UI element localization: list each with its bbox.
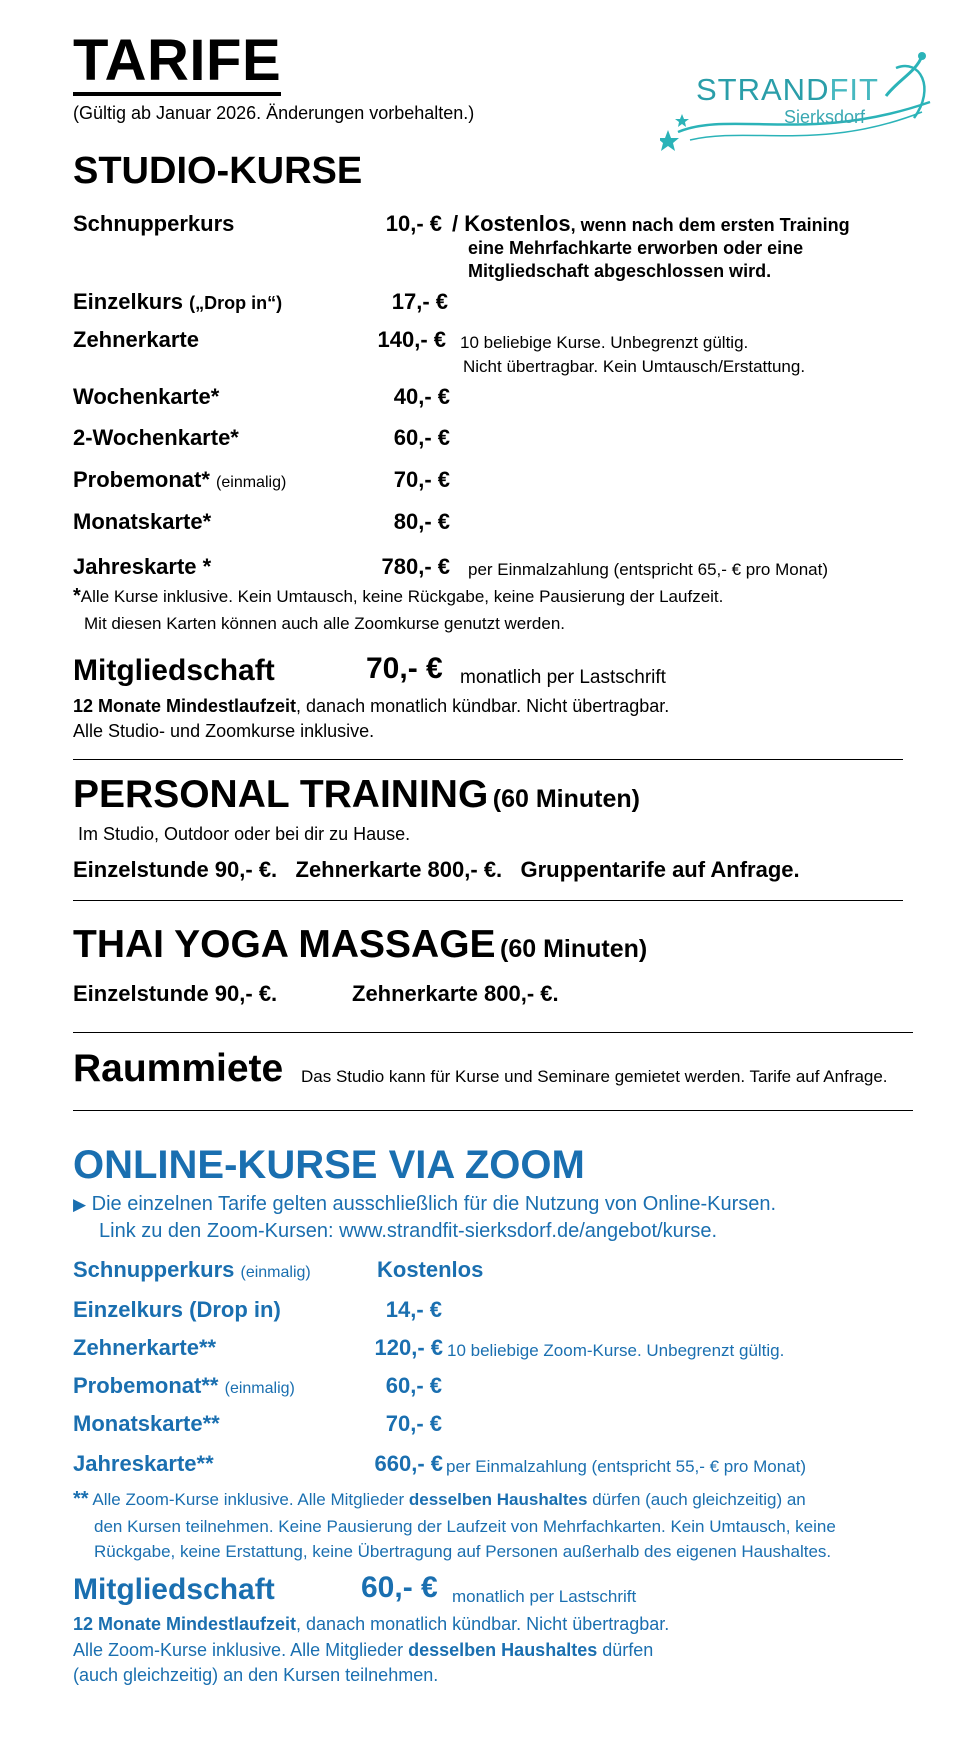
online-footnote-1 (73, 1488, 806, 1511)
studio-footnote-star: * (73, 585, 81, 607)
studio-schnupper-alt-text: / Kostenlos (452, 211, 571, 236)
online-footnote-1c: dürfen (auch gleichzeitig) an (587, 1490, 806, 1509)
studio-zehner-note-1: 10 beliebige Kurse. Unbegrenzt gültig. (460, 333, 749, 352)
studio-member-line-1 (73, 696, 669, 717)
studio-jahr-note: per Einmalzahlung (entspricht 65,- € pro Monat) (468, 560, 829, 579)
personal-where: Im Studio, Outdoor oder bei dir zu Hause. (78, 824, 411, 844)
personal-prices: Einzelstunde 90,- €. Zehnerkarte 800,- €. Gruppentarife auf Anfrage. (73, 857, 800, 882)
logo-brand-b: FIT (829, 72, 879, 107)
studio-monat-label: Monatskarte* (73, 509, 212, 534)
studio-zehner-note-2: Nicht übertragbar. Kein Umtausch/Erstattung. (463, 357, 806, 376)
online-member-line-1-rest: , danach monatlich kündbar. Nicht übertragbar. (296, 1614, 670, 1634)
online-member-label: Mitgliedschaft (73, 1573, 275, 1606)
strandfit-logo (660, 48, 942, 156)
online-footnote-1a: Alle Zoom-Kurse inklusive. Alle Mitglieder (92, 1490, 409, 1509)
studio-schnupper-alt (452, 211, 850, 237)
studio-woche-price: 40,- € (393, 384, 450, 409)
studio-probe-suffix: (einmalig) (216, 474, 287, 491)
studio-footnote-1 (73, 585, 723, 608)
online-schnupper-suffix: (einmalig) (240, 1264, 311, 1281)
personal-heading: PERSONAL TRAINING (73, 773, 489, 816)
raum-text: Das Studio kann für Kurse und Seminare gemietet werden. Tarife auf Anfrage. (301, 1067, 888, 1086)
studio-jahr-label: Jahreskarte * (73, 554, 212, 579)
studio-schnupper-cond-1: , wenn nach dem ersten Training (570, 215, 850, 235)
online-zehner-price: 120,- € (374, 1335, 443, 1360)
personal-duration: (60 Minuten) (492, 785, 640, 813)
studio-zweiwoche-price: 60,- € (393, 425, 450, 450)
thai-einzel: Einzelstunde 90,- €. (73, 981, 278, 1006)
studio-jahr-price: 780,- € (381, 554, 450, 579)
studio-member-note: monatlich per Lastschrift (460, 667, 666, 688)
studio-einzel-text: Einzelkurs (73, 289, 184, 314)
online-footnote-2: den Kursen teilnehmen. Keine Pausierung der Laufzeit von Mehrfachkarten. Kein Umtausch, keine (94, 1517, 836, 1536)
section-heading-thai (73, 923, 647, 967)
online-einzel-label: Einzelkurs (Drop in) (73, 1297, 281, 1322)
online-probe-label (73, 1373, 295, 1399)
studio-zweiwoche-label: 2-Wochenkarte* (73, 425, 239, 450)
divider (73, 1110, 913, 1111)
studio-member-min: 12 Monate Mindestlaufzeit (73, 696, 297, 716)
studio-monat-price: 80,- € (393, 509, 450, 534)
studio-schnupper-cond-2: eine Mehrfachkarte erworben oder eine (468, 238, 804, 258)
studio-probe-price: 70,- € (393, 467, 450, 492)
online-zehner-note: 10 beliebige Zoom-Kurse. Unbegrenzt gültig. (447, 1341, 785, 1360)
studio-member-line-1-rest: , danach monatlich kündbar. Nicht übertragbar. (296, 696, 670, 716)
online-probe-text: Probemonat** (73, 1373, 219, 1398)
online-member-line-3: (auch gleichzeitig) an den Kursen teilnehmen. (73, 1665, 439, 1685)
online-member-line-1 (73, 1614, 669, 1635)
online-intro-2: Link zu den Zoom-Kursen: www.strandfit-sierksdorf.de/angebot/kurse. (99, 1220, 718, 1242)
thai-zehner: Zehnerkarte 800,- €. (352, 981, 559, 1006)
online-intro-1 (73, 1193, 776, 1216)
page-title: TARIFE (73, 30, 281, 96)
online-monat-price: 70,- € (385, 1411, 442, 1436)
online-monat-label: Monatskarte** (73, 1411, 220, 1436)
online-probe-suffix: (einmalig) (224, 1380, 295, 1397)
online-member-price: 60,- € (361, 1571, 438, 1604)
studio-footnote-2: Mit diesen Karten können auch alle Zoomkurse genutzt werden. (84, 614, 565, 633)
online-jahr-price: 660,- € (374, 1451, 443, 1476)
online-member-note: monatlich per Lastschrift (452, 1587, 637, 1606)
studio-member-price: 70,- € (366, 652, 443, 685)
section-heading-personal (73, 773, 640, 817)
online-probe-price: 60,- € (385, 1373, 442, 1398)
online-footnote-star: ** (73, 1488, 89, 1510)
divider (73, 900, 903, 901)
section-heading-online: ONLINE-KURSE VIA ZOOM (73, 1143, 585, 1187)
studio-einzel-price: 17,- € (391, 289, 448, 314)
online-member-line-2a: Alle Zoom-Kurse inklusive. Alle Mitglieder (73, 1640, 409, 1660)
divider (73, 759, 903, 760)
studio-schnupper-price: 10,- € (385, 211, 442, 236)
raum-heading: Raummiete (73, 1047, 284, 1090)
online-member-line-2 (73, 1640, 653, 1661)
section-heading-studio: STUDIO-KURSE (73, 150, 363, 192)
online-schnupper-text: Schnupperkurs (73, 1257, 235, 1282)
divider (73, 1032, 913, 1033)
studio-zehner-price: 140,- € (377, 327, 446, 352)
online-footnote-3: Rückgabe, keine Erstattung, keine Übertragung auf Personen außerhalb des eigenen Haushaltes. (94, 1542, 832, 1561)
studio-schnupper-label: Schnupperkurs (73, 211, 235, 236)
studio-einzel-label (73, 289, 282, 315)
validity-note: (Gültig ab Januar 2026. Änderungen vorbehalten.) (73, 103, 475, 123)
studio-footnote-text-1: Alle Kurse inklusive. Kein Umtausch, keine Rückgabe, keine Pausierung der Laufzeit. (80, 587, 724, 606)
logo-place: Sierksdorf (784, 107, 866, 127)
online-footnote-1b: desselben Haushaltes (408, 1490, 588, 1509)
studio-member-line-2: Alle Studio- und Zoomkurse inklusive. (73, 721, 375, 741)
studio-woche-label: Wochenkarte* (73, 384, 220, 409)
thai-duration: (60 Minuten) (500, 935, 648, 963)
thai-heading: THAI YOGA MASSAGE (73, 923, 496, 966)
online-jahr-label: Jahreskarte** (73, 1451, 214, 1476)
online-intro-text-1: Die einzelnen Tarife gelten ausschließlich für die Nutzung von Online-Kursen. (91, 1193, 777, 1215)
studio-probe-label (73, 467, 286, 493)
online-einzel-price: 14,- € (385, 1297, 442, 1322)
online-jahr-note: per Einmalzahlung (entspricht 55,- € pro Monat) (446, 1457, 807, 1476)
arrow-right-icon: ▶ (73, 1195, 87, 1214)
online-member-line-2c: dürfen (597, 1640, 654, 1660)
online-member-min: 12 Monate Mindestlaufzeit (73, 1614, 297, 1634)
studio-zehner-label: Zehnerkarte (73, 327, 199, 352)
online-zehner-label: Zehnerkarte** (73, 1335, 217, 1360)
studio-probe-text: Probemonat* (73, 467, 210, 492)
studio-schnupper-cond-3: Mitgliedschaft abgeschlossen wird. (468, 261, 772, 281)
online-member-line-2b: desselben Haushaltes (408, 1640, 598, 1660)
online-schnupper-price: Kostenlos (377, 1257, 484, 1282)
online-schnupper-label (73, 1257, 311, 1283)
studio-member-label: Mitgliedschaft (73, 654, 275, 687)
studio-einzel-suffix: („Drop in“) (189, 293, 283, 313)
logo-brand-a: STRAND (696, 72, 830, 107)
